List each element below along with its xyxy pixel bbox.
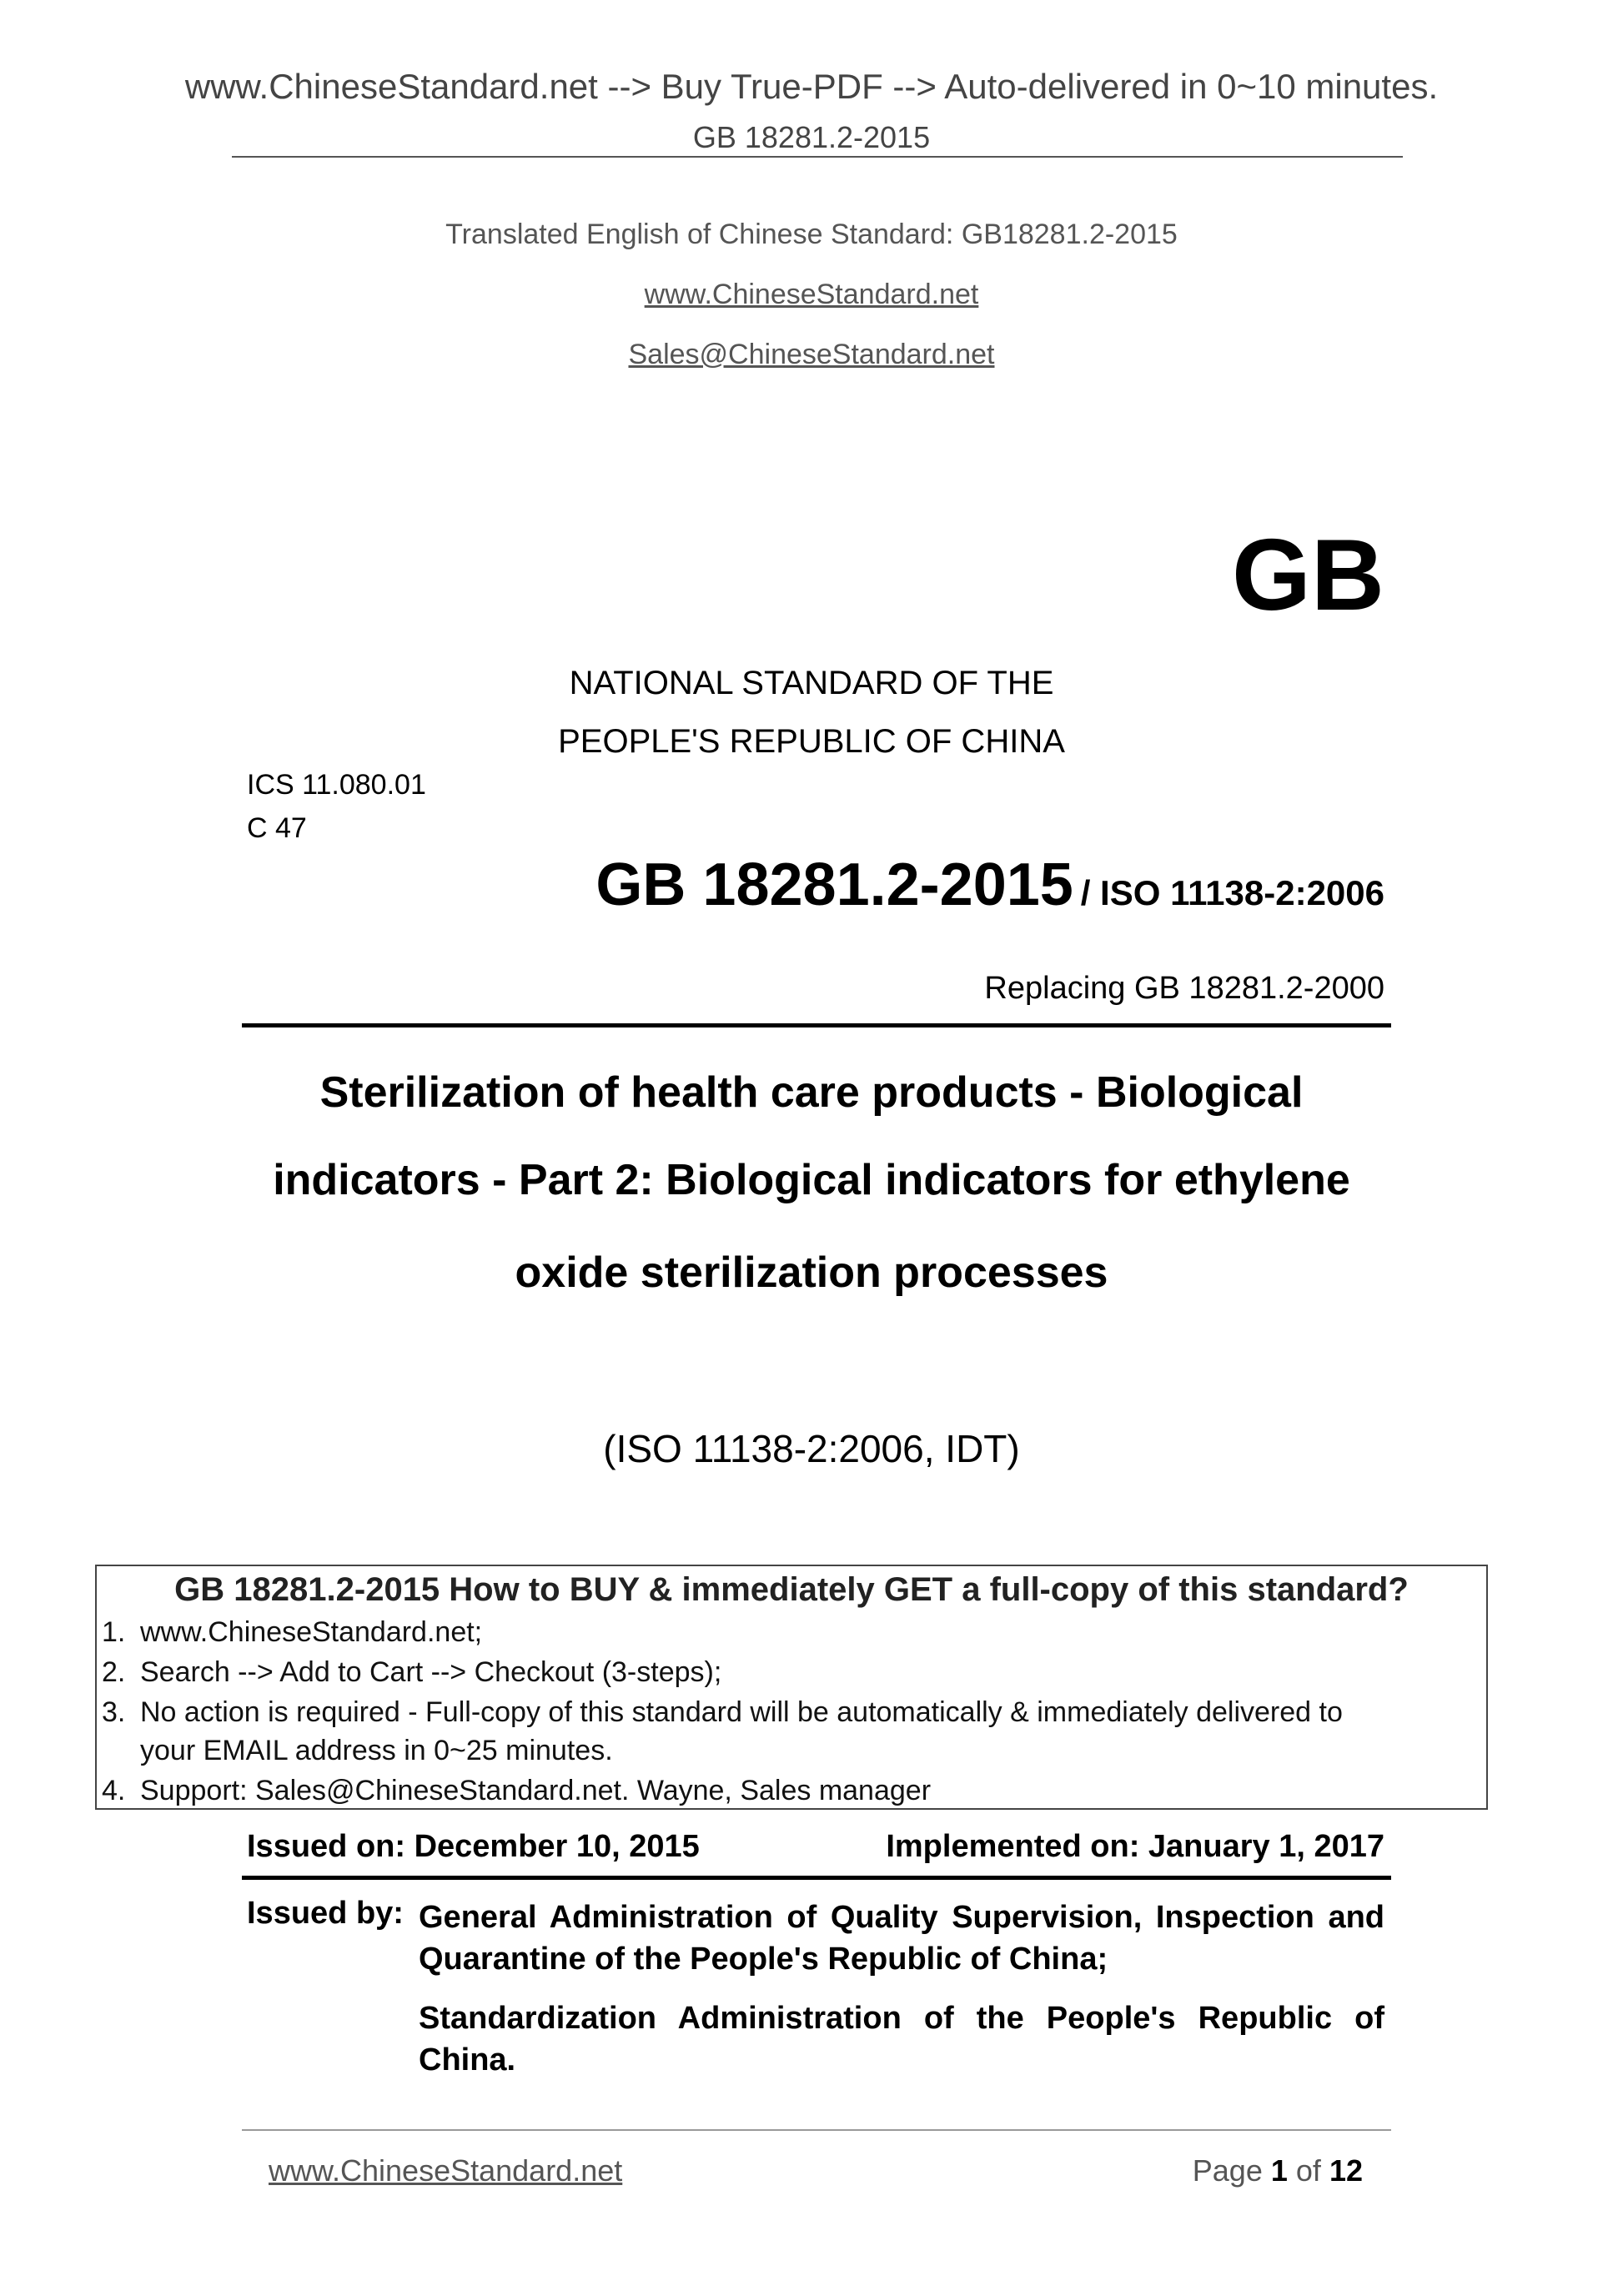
ccs-code: C 47 [247, 812, 307, 844]
purchase-step-text: No action is required - Full-copy of this standard will be automatically & immediately delivered to [140, 1696, 1343, 1728]
website-link[interactable]: www.ChineseStandard.net [644, 279, 979, 310]
purchase-step-text: Support: Sales@ChineseStandard.net. Wayne, Sales manager [140, 1775, 932, 1806]
header-std-code: GB 18281.2-2015 [692, 120, 931, 154]
title-line-3: oxide sterilization processes [515, 1248, 1108, 1297]
purchase-step-text[interactable]: www.ChineseStandard.net; [140, 1616, 483, 1648]
translated-notice: Translated English of Chinese Standard: GB18281.2-2015 [445, 219, 1178, 250]
purchase-box-title: GB 18281.2-2015 How to BUY & immediately GET a full-copy of this standard? [174, 1571, 1409, 1608]
standard-iso-ref: / ISO 11138-2:2006 [1080, 873, 1384, 912]
national-standard-line1: NATIONAL STANDARD OF THE [569, 665, 1054, 701]
purchase-step-continuation: your EMAIL address in 0~25 minutes. [140, 1735, 613, 1766]
issued-by-authority-2b: China. [419, 2042, 516, 2077]
website-link-wrap [0, 279, 1623, 311]
purchase-step-text: Search --> Add to Cart --> Checkout (3-steps); [140, 1656, 722, 1688]
title-line-1: Sterilization of health care products - Biological [319, 1068, 1304, 1117]
issued-by-authority-1a: General Administration of Quality Supervision, Inspection and [419, 1900, 1384, 1935]
email-link[interactable]: Sales@ChineseStandard.net [628, 339, 995, 370]
purchase-step: 2. Search --> Add to Cart --> Checkout (3-steps); [102, 1656, 722, 1688]
purchase-step: 1. www.ChineseStandard.net; [102, 1616, 483, 1648]
iso-equivalence: (ISO 11138-2:2006, IDT) [603, 1427, 1020, 1470]
footer-website-wrap [269, 2153, 622, 2188]
national-standard-line2: PEOPLE'S REPUBLIC OF CHINA [558, 723, 1065, 760]
implemented-on: Implemented on: January 1, 2017 [886, 1829, 1384, 1864]
title-divider [242, 1023, 1391, 1027]
page-total: 12 [1329, 2153, 1363, 2188]
issued-by-authority-2a: Standardization Administration of the People's Republic of [419, 2001, 1384, 2036]
purchase-step: 3. No action is required - Full-copy of this standard will be automatically & immediately delivered to [102, 1696, 1343, 1728]
footer-website-link[interactable]: www.ChineseStandard.net [269, 2153, 623, 2188]
gb-mark: GB [1232, 518, 1384, 631]
purchase-info-box [95, 1565, 1488, 1810]
issued-on: Issued on: December 10, 2015 [247, 1829, 700, 1864]
title-line-2: indicators - Part 2: Biological indicators for ethylene [273, 1156, 1350, 1204]
standard-number-main: GB 18281.2-2015 [595, 852, 1073, 918]
email-link-wrap [0, 339, 1623, 371]
page-of-label: of [1295, 2153, 1321, 2188]
issue-divider [242, 1876, 1391, 1880]
replacing-note: Replacing GB 18281.2-2000 [984, 971, 1384, 1006]
standard-number [595, 852, 1384, 918]
footer-divider [242, 2129, 1391, 2131]
header-tagline: www.ChineseStandard.net --> Buy True-PDF --> Auto-delivered in 0~10 minutes. [184, 67, 1439, 106]
issued-by-authority-1b: Quarantine of the People's Republic of China; [419, 1942, 1108, 1977]
issued-by-label: Issued by: [247, 1896, 404, 1931]
page-number: 1 [1270, 2153, 1288, 2188]
ics-code: ICS 11.080.01 [247, 769, 426, 801]
header-divider [232, 156, 1403, 158]
page-indicator [1193, 2153, 1363, 2188]
page-label: Page [1192, 2153, 1263, 2188]
purchase-step: 4. Support: Sales@ChineseStandard.net. Wayne, Sales manager [102, 1775, 932, 1806]
